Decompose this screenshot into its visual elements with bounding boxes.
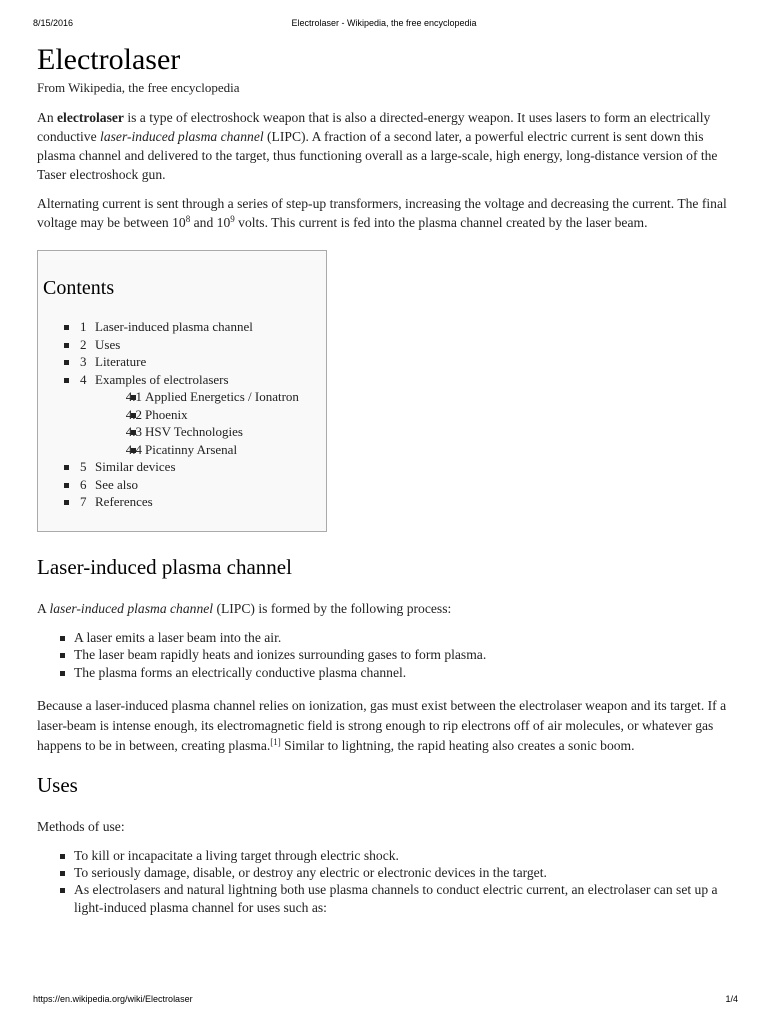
lipc-intro-pre: A [37,601,50,616]
section-heading-lipc: Laser-induced plasma channel [37,555,292,579]
toc-item[interactable] [43,353,326,371]
article-tagline: From Wikipedia, the free encyclopedia [37,80,240,95]
list-item [37,847,737,864]
toc-item-number: 4.3 [125,424,142,439]
toc-item-label: Applied Energetics / Ionatron [145,389,299,404]
toc-item-label: Literature [95,354,147,369]
list-item [37,864,737,881]
bullet-icon [64,360,69,365]
toc-item-number: 4.1 [125,389,142,404]
list-item [37,646,737,663]
toc-item-number: 4.2 [125,406,142,422]
toc-item-number: 3 [80,354,87,369]
toc-item-number: 6 [80,476,87,492]
lipc-process-list [37,629,737,681]
lipc-body-pre: Because a laser-induced plasma channel relies on ionization, gas must exist between the electrolaser weapon and its target. If a laser-beam is intense enough, its electromagnetic field is strong enough to rip electrons off of air molecules, or whatever gas happens to be in between, creating plasma. [37,697,727,753]
toc-item[interactable] [43,458,326,476]
toc-item[interactable] [43,336,326,354]
intro-p1-post: (LIPC). A fraction of a second later, a powerful electric current is sent down this plasma channel and delivered to the target, thus functioning overall as a large-scale, high energy, long-distance version of the Taser electroshock gun. [37,129,718,182]
lipc-intro-post: (LIPC) is formed by the following process: [213,601,452,616]
intro-p1-mid: is a type of electroshock weapon that is also a directed-energy weapon. It uses lasers to form an electrically conductive [37,110,711,144]
lipc-intro-paragraph [37,599,737,618]
print-header [0,18,768,32]
list-item-text: The laser beam rapidly heats and ionizes surrounding gases to form plasma. [74,647,487,663]
toc-item[interactable] [43,493,326,511]
article-content [37,42,737,916]
bullet-icon [60,671,65,676]
toc-item-number: 7 [80,494,87,509]
intro-p1-italic-term: laser-induced plasma channel [100,129,264,144]
intro-p1-bold-term: electrolaser [57,110,124,125]
toc-subitem[interactable] [43,406,326,424]
toc-item-label: Examples of electrolasers [95,371,229,387]
intro-p2-post: volts. This current is fed into the plasma channel created by the laser beam. [234,215,648,230]
list-item-text: To kill or incapacitate a living target through electric shock. [74,847,399,863]
bullet-icon [60,636,65,641]
toc-item-label: Phoenix [145,406,188,422]
article-title: Electrolaser [37,43,181,76]
bullet-icon [60,653,65,658]
toc-title: Contents [43,277,115,299]
toc-item-label: Picatinny Arsenal [145,441,238,457]
intro-p2-exponent-2: 9 [230,214,235,224]
list-item-text: A laser emits a laser beam into the air. [74,630,282,645]
print-page-number: 1/4 [725,994,738,1004]
toc-item-number: 4 [80,371,87,387]
toc-item-label: See also [95,476,138,492]
toc-item[interactable] [43,318,326,336]
bullet-icon [64,500,69,505]
list-item [37,664,737,681]
toc-item-label: Laser-induced plasma channel [95,319,253,334]
toc-subitem[interactable] [43,388,326,406]
bullet-icon [60,888,65,893]
bullet-icon [64,378,69,383]
print-footer [0,994,768,1008]
list-item-text: As electrolasers and natural lightning both use plasma channels to conduct electric current, an electrolaser can set up a light-induced plasma channel for uses such as: [74,882,718,915]
uses-intro-paragraph: Methods of use: [37,818,125,834]
intro-paragraph-2 [37,194,737,232]
intro-p2-exponent-1: 8 [185,214,191,224]
toc-item-number: 4.4 [125,441,142,457]
section-heading-uses: Uses [37,772,78,797]
toc-item-number: 5 [80,459,87,474]
toc-item-label: HSV Technologies [145,424,243,439]
list-item [37,881,737,916]
lipc-intro-italic-term: laser-induced plasma channel [49,601,214,616]
list-item-text: The plasma forms an electrically conductive plasma channel. [74,664,407,680]
bullet-icon [64,325,69,330]
toc-item-number: 1 [80,319,87,334]
toc-list [43,318,326,511]
print-date: 8/15/2016 [33,18,74,28]
toc-subitem[interactable] [43,441,326,459]
uses-list [37,847,737,916]
reference-link[interactable]: [1] [270,736,281,747]
toc-item-label: Uses [95,336,121,352]
intro-p1-pre: An [37,110,58,125]
toc-subitem[interactable] [43,423,326,441]
lipc-body-post: Similar to lightning, the rapid heating also creates a sonic boom. [280,737,635,753]
bullet-icon [60,854,65,859]
bullet-icon [64,465,69,470]
intro-p2-pre: Alternating current is sent through a series of step-up transformers, increasing the voltage and decreasing the current. The final voltage may be between 10 [37,196,727,230]
toc-item[interactable] [43,476,326,494]
list-item [37,629,737,646]
bullet-icon [64,343,69,348]
toc-item-label: References [95,494,153,509]
lipc-body-paragraph [37,696,737,756]
toc-item[interactable] [43,371,326,389]
bullet-icon [60,871,65,876]
intro-p2-mid: and 10 [190,215,231,230]
print-page-title: Electrolaser - Wikipedia, the free encyclopedia [291,18,477,28]
list-item-text: To seriously damage, disable, or destroy any electric or electronic devices in the target. [74,865,547,881]
print-url: https://en.wikipedia.org/wiki/Electrolaser [33,994,193,1004]
intro-paragraph-1 [37,108,737,184]
toc-item-label: Similar devices [95,459,176,474]
bullet-icon [64,483,69,488]
table-of-contents [37,250,327,532]
toc-item-number: 2 [80,336,87,352]
